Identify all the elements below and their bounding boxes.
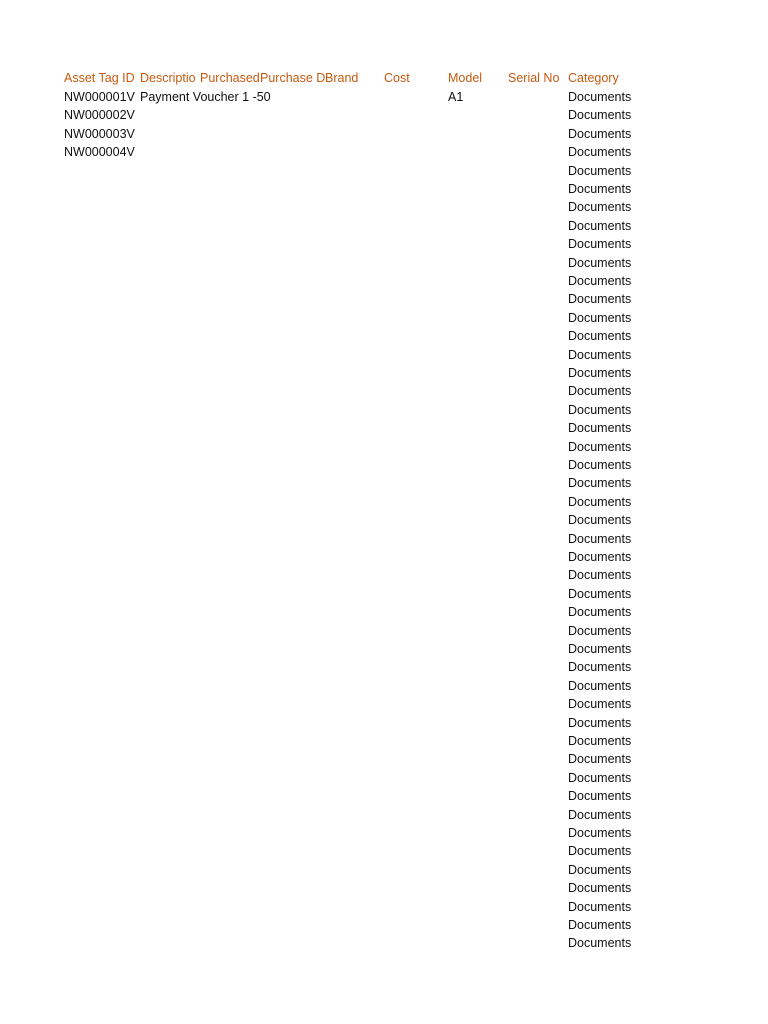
column-header-description: Descriptio xyxy=(140,71,196,85)
cell-category: Documents xyxy=(568,826,632,840)
cell-category: Documents xyxy=(568,899,632,914)
cell-category: Documents xyxy=(568,163,632,178)
cell-category: Documents xyxy=(568,366,632,380)
cell-category: Documents xyxy=(568,550,632,564)
cell-category: Documents xyxy=(568,458,632,472)
cell-category: Documents xyxy=(568,292,632,307)
cell-category: Documents xyxy=(568,274,632,288)
column-header-purchased-from: Purchased xyxy=(200,71,260,85)
cell-asset-tag-id: NW000004V xyxy=(64,145,135,160)
column-header-serial-no: Serial No xyxy=(508,71,560,85)
cell-category: Documents xyxy=(568,310,632,325)
cell-category: Documents xyxy=(568,494,632,509)
cell-category: Documents xyxy=(568,439,632,454)
cell-category: Documents xyxy=(568,513,632,528)
cell-category: Documents xyxy=(568,697,632,712)
cell-category: Documents xyxy=(568,531,632,546)
cell-category: Documents xyxy=(568,678,632,693)
cell-category: Documents xyxy=(568,476,632,491)
cell-category: Documents xyxy=(568,255,632,270)
column-header-category: Category xyxy=(568,71,619,85)
cell-category: Documents xyxy=(568,936,632,951)
cell-category: Documents xyxy=(568,108,632,123)
cell-category: Documents xyxy=(568,752,632,767)
cell-category: Documents xyxy=(568,660,632,675)
cell-category: Documents xyxy=(568,402,632,417)
column-header-brand: Brand xyxy=(325,71,359,85)
cell-category: Documents xyxy=(568,568,632,583)
cell-asset-tag-id: NW000001V xyxy=(64,90,135,104)
cell-category: Documents xyxy=(568,770,632,785)
cell-category: Documents xyxy=(568,145,632,160)
cell-category: Documents xyxy=(568,881,632,896)
cell-category: Documents xyxy=(568,605,632,620)
cell-category: Documents xyxy=(568,218,632,233)
cell-category: Documents xyxy=(568,807,632,822)
cell-category: Documents xyxy=(568,862,632,877)
cell-category: Documents xyxy=(568,918,632,932)
cell-description: Payment Voucher 1 -50 xyxy=(140,90,271,104)
column-header-asset-tag-id: Asset Tag ID xyxy=(64,71,135,85)
column-header-cost: Cost xyxy=(384,71,410,85)
cell-category: Documents xyxy=(568,329,632,344)
cell-category: Documents xyxy=(568,789,632,804)
cell-category: Documents xyxy=(568,734,632,748)
cell-category: Documents xyxy=(568,126,632,141)
cell-category: Documents xyxy=(568,237,632,252)
cell-category: Documents xyxy=(568,844,632,859)
cell-category: Documents xyxy=(568,384,632,399)
cell-category: Documents xyxy=(568,586,632,601)
cell-category: Documents xyxy=(568,200,632,215)
cell-category: Documents xyxy=(568,715,632,730)
cell-category: Documents xyxy=(568,642,632,656)
column-header-purchase-date: Purchase D xyxy=(260,71,326,85)
cell-category: Documents xyxy=(568,182,632,196)
column-header-model: Model xyxy=(448,71,483,85)
cell-category: Documents xyxy=(568,347,632,362)
cell-category: Documents xyxy=(568,421,632,436)
cell-category: Documents xyxy=(568,623,632,638)
cell-model: A1 xyxy=(448,90,464,104)
cell-asset-tag-id: NW000002V xyxy=(64,108,135,123)
cell-asset-tag-id: NW000003V xyxy=(64,126,135,141)
cell-category: Documents xyxy=(568,90,632,104)
